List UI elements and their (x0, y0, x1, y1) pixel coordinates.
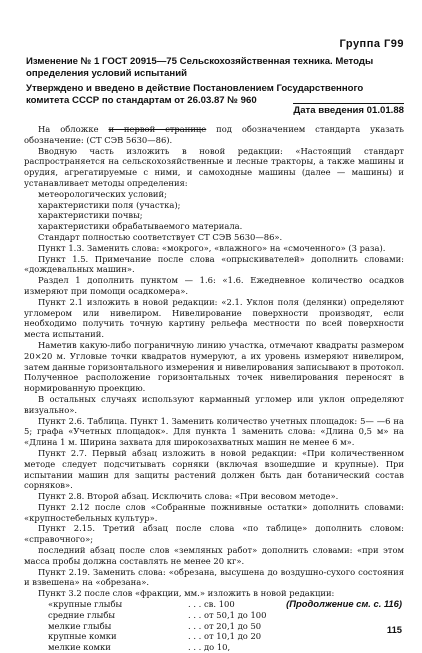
paragraph-other-cases: В остальных случаях используют карманный угломер или уклон определяют визуально». (24, 393, 404, 415)
paragraph-3-2: Пункт 3.2 после слов «фракции, мм.» изложить в новой редакции: (38, 588, 335, 599)
paragraph-2-8: Пункт 2.8. Второй абзац. Исключить слова: «При весовом методе». (38, 491, 339, 502)
fraction-name: средние глыбы (48, 609, 116, 620)
page-number: 115 (386, 624, 402, 635)
continuation-note: (Продолжение см. с. 116) (286, 598, 402, 609)
list-item: характеристики поля (участка); (38, 199, 181, 210)
amendment-heading: Изменение № 1 ГОСТ 20915—75 Сельскохозяйственная техника. Методы определения условий испытаний (26, 56, 374, 79)
fraction-value: . . . от 50,1 до 100 (188, 609, 267, 620)
cover-text-end: под обозначением стандарта указать обозначение: (СТ СЭВ 5630—86). (24, 124, 404, 145)
paragraph-2-19: Пункт 2.19. Заменить слова: «обрезана, высушена до воздушно-сухого состояния и взвешена» на «обрезана». (24, 566, 404, 588)
fraction-value: . . . до 10, (188, 642, 231, 653)
list-item: метеорологических условий; (38, 188, 167, 199)
fraction-name: крупные комки (48, 631, 117, 642)
fraction-name: мелкие комки (48, 642, 111, 653)
fraction-name: «крупные глыбы (48, 599, 123, 610)
paragraph-2-1: Пункт 2.1 изложить в новой редакции: «2.1. Уклон поля (делянки) определяют угломером или нивелиром. Нивелирование поверхности производят, если необходимо получить точную картину рельефа местности по всей поверхности места испытаний. (24, 296, 404, 340)
fraction-value: . . . св. 100 (188, 599, 235, 610)
fraction-row (24, 631, 404, 642)
paragraph-intro: Вводную часть изложить в новой редакции: «Настоящий стандарт распространяется на сельскохозяйственные и лесные тракторы, а также машины и орудия, агрегатируемые с ними, и самоходные машины (далее — машины) и устанавливает методы определения: (24, 145, 404, 188)
list-item: Стандарт полностью соответствует СТ СЭВ 5630—86». (38, 231, 283, 242)
paragraph-cover (24, 124, 404, 146)
paragraph-1-3: Пункт 1.3. Заменить слова: «мокрого», «влажного» на «смоченного» (3 раза). (38, 242, 386, 253)
fraction-name: мелкие глыбы (48, 620, 112, 631)
fraction-value: . . . от 20,1 до 50 (188, 620, 262, 631)
list-item: характеристики обрабатываемого материала. (38, 221, 243, 232)
paragraph-section-1: Раздел 1 дополнить пунктом — 1.6: «1.6. Ежедневное количество осадков измеряют при помощи осадкомера». (24, 275, 404, 296)
fraction-row (24, 642, 404, 653)
paragraph-2-15: Пункт 2.15. Третий абзац после слова «по таблице» дополнить словом: «справочного»; (24, 523, 404, 545)
effective-date: Дата введения 01.01.88 (293, 105, 404, 116)
paragraph-1-5: Пункт 1.5. Примечание после слова «опрыскивателей» дополнить словами: «дождевальных машин». (24, 253, 404, 275)
paragraph-2-12: Пункт 2.12 после слов «Собранные пожнивные остатки» дополнить словами: «крупностебельных культур». (24, 501, 404, 523)
group-code: Группа Г99 (339, 38, 404, 50)
fraction-value: . . . от 10,1 до 20 (188, 631, 262, 642)
paragraph-2-6: Пункт 2.6. Таблица. Пункт 1. Заменить количество учетных площадок: 5— —6 на 5; графа «Учетных площадок». Для пункта 1 заменить слова: «Длина 0,5 м» на «Длина 1 м. Ширина захвата для широкозахватных машин не менее 6 м». (24, 415, 404, 448)
paragraph-2-7: Пункт 2.7. Первый абзац изложить в новой редакции: «При количественном методе следует подсчитывать сорняки (включая взошедшие и крупные). При испытании машин для защиты растений должен быть дан ботанический состав сорняков». (24, 447, 404, 491)
cover-text-start: На обложке (38, 124, 109, 134)
fraction-row (24, 621, 404, 632)
approval-statement: Утверждено и введено в действие Постановлением Государственного комитета СССР по стандартам от 26.03.87 № 960 (26, 83, 364, 106)
struck-text: и первой странице (108, 124, 207, 134)
document-body (24, 124, 404, 653)
fraction-row (24, 610, 404, 621)
list-item: характеристики почвы; (38, 210, 143, 221)
paragraph-squares: Наметив какую-либо пограничную линию участка, отмечают квадраты размером 20×20 м. Угловые точки квадратов нумеруют, а их уровень измеряют нивелиром, затем данные горизонтального измерения и нивелирования записывают в протокол. Полученное расположение горизонтальных точек нивелирования переносят в нормированную проекцию. (24, 339, 404, 394)
paragraph-last-abzac: последний абзац после слов «земляных работ» дополнить словами: «при этом масса пробы должна составлять не менее 20 кг». (24, 545, 404, 566)
